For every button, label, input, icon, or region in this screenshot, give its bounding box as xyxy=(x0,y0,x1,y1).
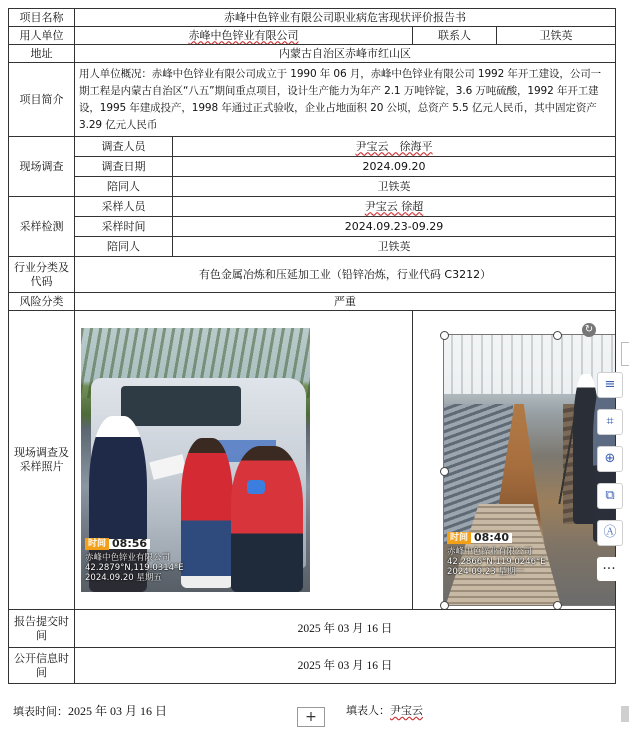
photo-1-time-label: 时间 xyxy=(85,538,109,550)
sampling-time-value: 2024.09.23-09.29 xyxy=(173,217,616,237)
survey-staff-text: 尹宝云 徐海平 xyxy=(355,139,433,153)
row-publish-date xyxy=(9,648,616,684)
photo-cell-2 xyxy=(413,311,616,610)
risk-label: 风险分类 xyxy=(9,293,75,311)
person-red-jacket-shape-2 xyxy=(231,446,303,592)
sampling-staff-label: 采样人员 xyxy=(75,197,173,217)
person-red-jacket-shape xyxy=(181,438,233,588)
photo-2-company: 赤峰中色锌业有限公司 xyxy=(447,546,533,557)
photo-wrap-1 xyxy=(75,312,412,609)
survey-date-label: 调查日期 xyxy=(75,157,173,177)
photo-cell-1 xyxy=(75,311,413,610)
risk-value: 严重 xyxy=(75,293,616,311)
more-icon[interactable]: ··· xyxy=(597,557,621,581)
filler-value: 尹宝云 xyxy=(390,704,423,717)
industry-value: 有色金属冶炼和压延加工业（铅锌冶炼，行业代码 C3212） xyxy=(75,257,616,293)
survey-escort-label: 陪同人 xyxy=(75,177,173,197)
sampling-staff-text: 尹宝云 徐超 xyxy=(364,199,424,213)
ocr-text-icon[interactable]: Ⓐ xyxy=(597,520,623,546)
row-survey-staff xyxy=(9,137,616,157)
sampling-staff-value xyxy=(173,197,616,217)
report-date-value: 2025 年 03 月 16 日 xyxy=(75,610,616,648)
sampling-time-label: 采样时间 xyxy=(75,217,173,237)
employer-text: 赤峰中色锌业有限公司 xyxy=(188,28,299,42)
row-sampling-staff xyxy=(9,197,616,217)
corner-scroll-icon[interactable] xyxy=(621,706,629,722)
row-intro xyxy=(9,63,616,137)
row-industry xyxy=(9,257,616,293)
photo-1-date: 2024.09.20 星期五 xyxy=(85,572,162,583)
industry-label: 行业分类及代码 xyxy=(9,257,75,293)
row-survey-escort xyxy=(9,177,616,197)
fill-time xyxy=(13,702,167,719)
photo-2-coords: 42.2866°N,119.0246°E xyxy=(447,556,546,567)
image-selection-box xyxy=(443,323,616,606)
image-side-toolbar xyxy=(597,372,625,592)
row-survey-date xyxy=(9,157,616,177)
replace-image-icon[interactable]: ⧉ xyxy=(597,483,623,509)
sampling-escort-label: 陪同人 xyxy=(75,237,173,257)
row-sampling-escort xyxy=(9,237,616,257)
resize-handle-top-left[interactable] xyxy=(440,331,449,340)
add-row-button[interactable]: + xyxy=(297,707,325,727)
intro-value: 用人单位概况：赤峰中色锌业有限公司成立于 1990 年 06 月，赤峰中色锌业有限公司 1992 年开工建设，公司一期工程是内蒙古自治区“八五”期间重点项目，设计生产能力为年产 2.1 万吨锌锭，3.6 万吨硫酸，1992 年开工建设，1995 年建成投产，1998 年通过正式验收，企业占地面积 20 公顷，总资产 5.5 亿元人民币，其中固定资产 3.29 亿元人民币 xyxy=(75,63,616,137)
row-project-name xyxy=(9,9,616,27)
row-photos xyxy=(9,311,616,610)
address-value: 内蒙古自治区赤峰市红山区 xyxy=(75,45,616,63)
layout-options-icon[interactable]: ≡ xyxy=(597,372,623,398)
publish-date-value: 2025 年 03 月 16 日 xyxy=(75,648,616,684)
report-table xyxy=(8,8,616,684)
filler xyxy=(346,702,423,718)
employer-value xyxy=(75,27,413,45)
resize-handle-bottom[interactable] xyxy=(553,601,562,610)
employer-label: 用人单位 xyxy=(9,27,75,45)
site-survey-photo[interactable] xyxy=(81,328,310,592)
photo-1-company: 赤峰中色锌业有限公司 xyxy=(85,552,171,563)
glove-shape xyxy=(247,480,265,494)
survey-staff-label: 调查人员 xyxy=(75,137,173,157)
project-name-value: 赤峰中色锌业有限公司职业病危害现状评价报告书 xyxy=(75,9,616,27)
photo-2-time: 08:40 xyxy=(471,533,512,543)
fill-time-label: 填表时间： xyxy=(13,705,68,718)
survey-date-value: 2024.09.20 xyxy=(173,157,616,177)
row-sampling-time xyxy=(9,217,616,237)
row-report-date xyxy=(9,610,616,648)
row-address xyxy=(9,45,616,63)
photos-label: 现场调查及采样照片 xyxy=(9,311,75,610)
project-name-label: 项目名称 xyxy=(9,9,75,27)
survey-staff-value xyxy=(173,137,616,157)
row-risk xyxy=(9,293,616,311)
contact-value: 卫铁英 xyxy=(497,27,616,45)
sampling-label: 采样检测 xyxy=(9,197,75,257)
photo-1-coords: 42.2879°N,119.0314°E xyxy=(85,562,184,573)
fill-time-value: 2025 年 03 月 16 日 xyxy=(68,704,168,718)
rotate-handle-icon[interactable]: ↻ xyxy=(582,323,596,337)
zoom-in-icon[interactable]: ⊕ xyxy=(597,446,623,472)
resize-handle-top[interactable] xyxy=(553,331,562,340)
photo-2-date: 2024.09.23 星期一 xyxy=(447,566,524,577)
resize-handle-bottom-left[interactable] xyxy=(440,601,449,610)
contact-label: 联系人 xyxy=(413,27,497,45)
photo-1-time: 08:56 xyxy=(109,539,150,549)
report-date-label: 报告提交时间 xyxy=(9,610,75,648)
crop-icon[interactable]: ⌗ xyxy=(597,409,623,435)
filler-label: 填表人： xyxy=(346,704,390,717)
publish-date-label: 公开信息时间 xyxy=(9,648,75,684)
sampling-escort-value: 卫铁英 xyxy=(173,237,616,257)
photo-1-time-row xyxy=(85,538,184,550)
photo-wrap-2 xyxy=(413,312,615,609)
photo-2-time-label: 时间 xyxy=(447,532,471,544)
photo-1-stamp xyxy=(85,538,184,583)
intro-label: 项目简介 xyxy=(9,63,75,137)
row-employer xyxy=(9,27,616,45)
resize-handle-left[interactable] xyxy=(440,467,449,476)
address-label: 地址 xyxy=(9,45,75,63)
survey-label: 现场调查 xyxy=(9,137,75,197)
panel-collapse-tab[interactable] xyxy=(621,342,629,366)
van-window-shape xyxy=(121,386,241,426)
survey-escort-value: 卫铁英 xyxy=(173,177,616,197)
